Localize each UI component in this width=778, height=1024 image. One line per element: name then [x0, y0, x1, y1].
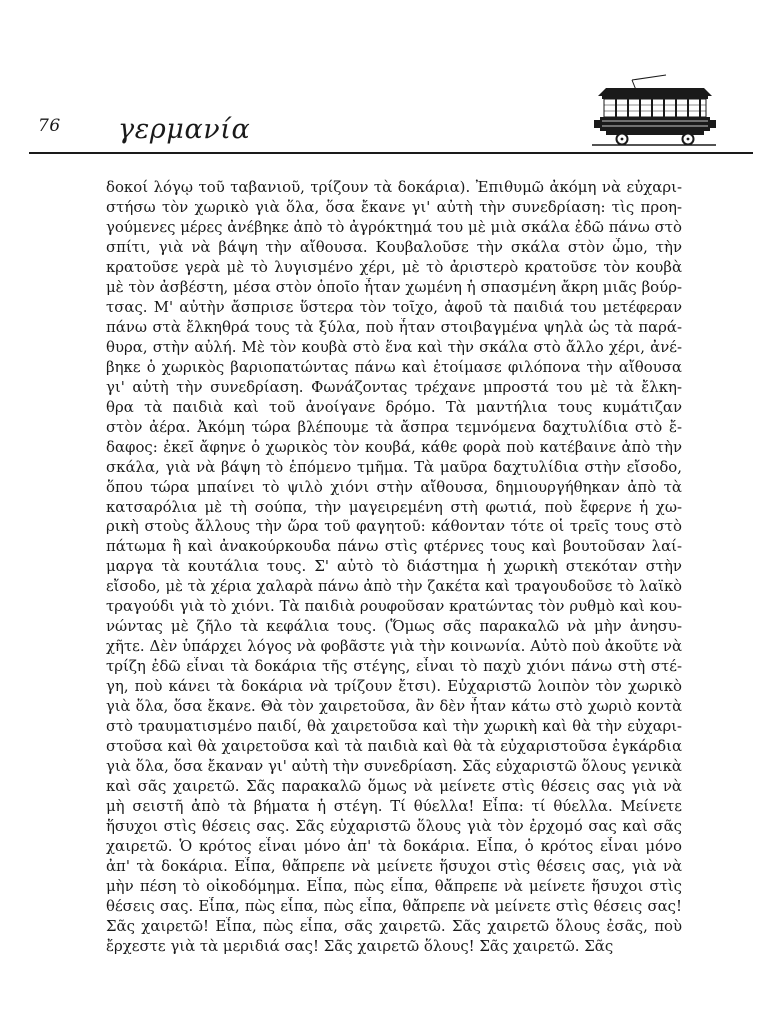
text-line: ρικὴ στοὺς ἄλλους τὴν ὥρα τοῦ φαγητοῦ: κάθονταν τότε οἱ τρεῖς τους στὸ	[106, 517, 682, 536]
text-line: μὴν πέση τὸ οἰκοδόμημα. Εἶπα, πὼς εἶπα, θἄπρεπε νὰ μείνετε ἥσυχοι στὶς	[106, 876, 682, 895]
page-number: 76	[38, 116, 61, 136]
text-line: γη, ποὺ κάνει τὰ δοκάρια νὰ τρίζουν ἔτσι). Εὐχαριστῶ λοιπὸν τὸν χωρικὸ	[106, 677, 682, 696]
text-line: δοκοί λόγῳ τοῦ ταβανιοῦ, τρίζουν τὰ δοκάρια). Ἐπιθυμῶ ἀκόμη νὰ εὐχαρι-	[106, 178, 682, 196]
text-line: θρα τὰ παιδιὰ καὶ τοῦ ἀνοίγανε δρόμο. Τὰ μαντήλια τους κυμάτιζαν	[106, 397, 682, 416]
text-line: βηκε ὁ χωρικὸς βαριοπατώντας πάνω καὶ ἑτοίμασε φιλόπονα τὴν αἴθουσα	[106, 357, 682, 376]
text-line: μὲ τὸν ἀσβέστη, μέσα στὸν ὁποῖο ἦταν χωμένη ἡ σπασμένη ἄκρη μιᾶς βούρ-	[106, 277, 682, 296]
text-line: σπίτι, γιὰ νὰ βάψη τὴν αἴθουσα. Κουβαλοῦσε τὴν σκάλα στὸν ὦμο, τὴν	[106, 237, 682, 256]
text-line: στὸν ἀέρα. Ἀκόμη τώρα βλέπουμε τὰ ἄσπρα τεμνόμενα δαχτυλίδια στὸ ἔ-	[106, 417, 682, 436]
running-title: γερμανία	[118, 114, 251, 145]
text-line: θυρα, στὴν αὐλή. Μὲ τὸν κουβὰ στὸ ἕνα καὶ τὴν σκάλα στὸ ἄλλο χέρι, ἀνέ-	[106, 337, 682, 356]
text-line: τρίζη ἐδῶ εἶναι τὰ δοκάρια τῆς στέγης, εἶναι τὸ παχὺ χιόνι πάνω στὴ στέ-	[106, 657, 682, 676]
text-line: ἀπ' τὰ δοκάρια. Εἶπα, θἄπρεπε νὰ μείνετε ἥσυχοι στὶς θέσεις σας, γιὰ νὰ	[106, 856, 682, 875]
text-line: πάνω στὰ ἔλκηθρά τους τὰ ξύλα, ποὺ ἦταν στοιβαγμένα ψηλὰ ὡς τὰ παρά-	[106, 317, 682, 336]
text-line: στήσω τὸν χωρικὸ γιὰ ὅλα, ὅσα ἔκανε γι' αὐτὴ τὴν συνεδρίαση: τὶς προη-	[106, 197, 682, 216]
text-line: στοῦσα καὶ θὰ χαιρετοῦσα καὶ τὰ παιδιὰ καὶ θὰ τὰ εὐχαριστοῦσα ἐγκάρδια	[106, 737, 682, 756]
text-line: χαιρετῶ. Ὁ κρότος εἶναι μόνο ἀπ' τὰ δοκάρια. Εἶπα, ὁ κρότος εἶναι μόνο	[106, 836, 682, 855]
text-line: γιὰ ὅλα, ὅσα ἔκανε. Θὰ τὸν χαιρετοῦσα, ἂν δὲν ἦταν κάτω στὸ χωριὸ κοντὰ	[106, 698, 682, 716]
text-line: στὸ τραυματισμένο παιδί, θὰ χαιρετοῦσα καὶ τὴν χωρικὴ καὶ θὰ τὴν εὐχαρι-	[106, 718, 682, 736]
text-line: τσας. Μ' αὐτὴν ἄσπρισε ὕστερα τὸν τοῖχο, ἀφοῦ τὰ παιδιά του μετέφεραν	[106, 297, 682, 316]
text-line: γούμενες μέρες ἀνέβηκε ἀπὸ τὸ ἀγρόκτημά του μὲ μιὰ σκάλα ἐδῶ πάνω στὸ	[106, 217, 682, 236]
text-line: ἥσυχοι στὶς θέσεις σας. Σᾶς εὐχαριστῶ ὅλους γιὰ τὸν ἐρχομό σας καὶ σᾶς	[106, 817, 682, 835]
text-line: γι' αὐτὴ τὴν συνεδρίαση. Φωνάζοντας τρέχανε μπροστά του μὲ τὰ ἔλκη-	[106, 377, 682, 396]
body-text	[106, 178, 682, 957]
text-line: καὶ σᾶς χαιρετῶ. Σᾶς παρακαλῶ ὅμως νὰ μείνετε στὶς θέσεις σας γιὰ νὰ	[106, 777, 682, 796]
text-line: τραγούδι γιὰ τὸ χιόνι. Τὰ παιδιὰ ρουφοῦσαν κρατώντας τὸν ρυθμὸ καὶ κου-	[106, 597, 682, 616]
text-line: εἴσοδο, μὲ τὰ χέρια χαλαρὰ πάνω ἀπὸ τὴν ζακέτα καὶ τραγουδοῦσε τὸ λαϊκὸ	[106, 578, 682, 596]
text-line: θέσεις σας. Εἶπα, πὼς εἶπα, πὼς εἶπα, θἄπρεπε νὰ μείνετε στὶς θέσεις σας!	[106, 896, 682, 915]
text-line: χῆτε. Δὲν ὑπάρχει λόγος νὰ φοβᾶστε γιὰ τὴν κοινωνία. Αὐτὸ ποὺ ἀκοῦτε νὰ	[106, 637, 682, 656]
text-line: μαργα τὰ κουτάλια τους. Σ' αὐτὸ τὸ διάστημα ἡ χωρικὴ στεκόταν στὴν	[106, 557, 682, 576]
text-line: μὴ σειστῆ ἀπὸ τὰ βήματα ἡ στέγη. Τί θύελλα! Εἶπα: τί θύελλα. Μείνετε	[106, 797, 682, 816]
text-line: δαφος: ἐκεῖ ἄφηνε ὁ χωρικὸς τὸν κουβά, κάθε φορὰ ποὺ κατέβαινε ἀπὸ τὴν	[106, 437, 682, 456]
text-line: κατσαρόλια μὲ τὴ σούπα, τὴν μαγειρεμένη στὴ φωτιά, ποὺ ἔφερνε ἡ χω-	[106, 497, 682, 516]
text-line: γιὰ ὅλα, ὅσα ἔκαναν γι' αὐτὴ τὴν συνεδρίαση. Σᾶς εὐχαριστῶ ὅλους γενικὰ	[106, 757, 682, 776]
tram-car-icon	[592, 74, 716, 146]
header-rule	[29, 152, 753, 154]
text-line: ὅπου τώρα μπαίνει τὸ ψιλὸ χιόνι στὴν αἴθουσα, δημιουργήθηκαν ἀπὸ τὰ	[106, 477, 682, 496]
text-line: ἔρχεστε γιὰ τὰ μεριδιά σας! Σᾶς χαιρετῶ ὅλους! Σᾶς χαιρετῶ. Σᾶς	[106, 936, 614, 955]
text-line: νώντας μὲ ζῆλο τὰ κεφάλια τους. (Ὅμως σᾶς παρακαλῶ νὰ μὴν ἀνησυ-	[106, 617, 682, 636]
text-line: πάτωμα ἢ καὶ ἀνακούρκουδα πάνω στὶς φτέρνες τους καὶ βουτοῦσαν λαί-	[106, 537, 682, 556]
text-line: κρατοῦσε γερὰ μὲ τὸ λυγισμένο χέρι, μὲ τὸ ἀριστερὸ κρατοῦσε τὸν κουβὰ	[106, 257, 682, 276]
text-line: σκάλα, γιὰ νὰ βάψη τὸ ἑπόμενο τμῆμα. Τὰ μαῦρα δαχτυλίδια στὴν εἴσοδο,	[106, 457, 682, 476]
text-line: Σᾶς χαιρετῶ! Εἶπα, πὼς εἶπα, σᾶς χαιρετῶ. Σᾶς χαιρετῶ ὅλους ἐσᾶς, ποὺ	[106, 916, 682, 935]
